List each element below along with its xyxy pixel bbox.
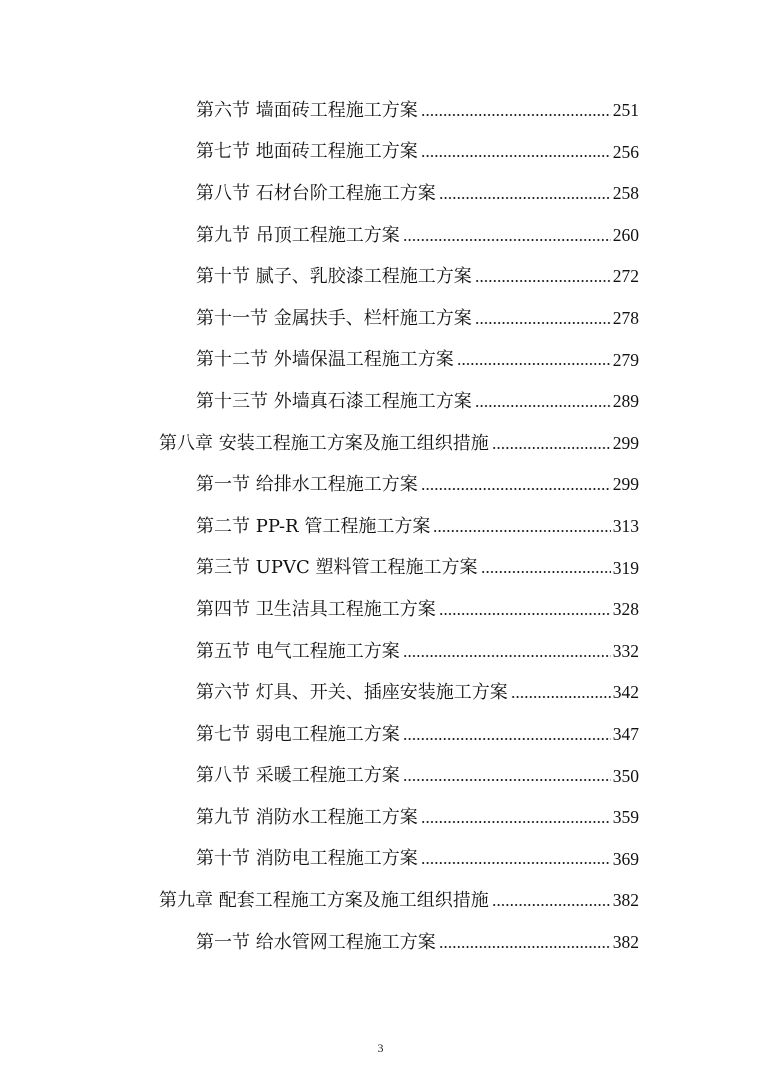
toc-entry[interactable] [0, 714, 761, 756]
toc-entry-label: 第七节 弱电工程施工方案 [196, 726, 403, 744]
toc-entry-label: 第六节 灯具、开关、插座安装施工方案 [196, 684, 511, 702]
toc-entry[interactable] [0, 797, 761, 839]
dot-leader [492, 896, 611, 914]
toc-entry[interactable] [0, 215, 761, 257]
dot-leader [403, 730, 611, 748]
dot-leader [439, 938, 611, 956]
toc-entry-page: 328 [612, 599, 639, 620]
dot-leader [439, 189, 611, 207]
toc-entry-page: 251 [612, 100, 639, 121]
toc-entry-label: 第十节 腻子、乳胶漆工程施工方案 [196, 268, 475, 286]
toc-entry-page: 299 [612, 432, 639, 453]
dot-leader [475, 314, 611, 332]
dot-leader [481, 563, 611, 581]
toc-entry-page: 289 [612, 391, 639, 412]
toc-entry-page: 342 [612, 682, 639, 703]
dot-leader [475, 397, 611, 415]
toc-entry-label: 第一节 给水管网工程施工方案 [196, 934, 439, 952]
toc-entry-label: 第十三节 外墙真石漆工程施工方案 [196, 393, 475, 411]
toc-entry-page: 313 [612, 515, 639, 536]
toc-entry-page: 256 [612, 141, 639, 162]
dot-leader [403, 771, 611, 789]
toc-entry-label: 第三节 UPVC 塑料管工程施工方案 [196, 559, 481, 577]
dot-leader [511, 688, 611, 706]
toc-entry[interactable] [0, 298, 761, 340]
toc-entry-page: 332 [612, 640, 639, 661]
toc-chapter-entry[interactable] [0, 423, 761, 465]
dot-leader [421, 813, 611, 831]
toc-entry-label: 第十节 消防电工程施工方案 [196, 850, 421, 868]
toc-entry-label: 第十一节 金属扶手、栏杆施工方案 [196, 310, 475, 328]
dot-leader [457, 355, 611, 373]
dot-leader [421, 480, 611, 498]
toc-entry[interactable] [0, 256, 761, 298]
toc-entry-label: 第九章 配套工程施工方案及施工组织措施 [159, 892, 492, 910]
toc-entry-label: 第四节 卫生洁具工程施工方案 [196, 601, 439, 619]
toc-entry-label: 第八节 采暖工程施工方案 [196, 767, 403, 785]
toc-entry-page: 382 [612, 890, 639, 911]
toc-entry-label: 第六节 墙面砖工程施工方案 [196, 102, 421, 120]
toc-entry[interactable] [0, 132, 761, 174]
toc-entry-page: 278 [612, 308, 639, 329]
toc-entry[interactable] [0, 922, 761, 964]
toc-entry-label: 第九节 消防水工程施工方案 [196, 809, 421, 827]
dot-leader [492, 439, 611, 457]
toc-entry[interactable] [0, 631, 761, 673]
dot-leader [403, 231, 611, 249]
toc-entry-page: 299 [612, 474, 639, 495]
dot-leader [433, 522, 610, 540]
toc-entry-page: 260 [612, 224, 639, 245]
toc-entry-page: 258 [612, 183, 639, 204]
dot-leader [421, 854, 611, 872]
toc-entry[interactable] [0, 839, 761, 881]
toc-entry-label: 第二节 PP-R 管工程施工方案 [196, 518, 433, 536]
page-number: 3 [377, 1041, 384, 1055]
toc-entry[interactable] [0, 548, 761, 590]
dot-leader [475, 272, 611, 290]
toc-entry[interactable] [0, 506, 761, 548]
toc-entry[interactable] [0, 672, 761, 714]
toc-entry[interactable] [0, 756, 761, 798]
toc-entry-page: 350 [612, 765, 639, 786]
toc-entry[interactable] [0, 173, 761, 215]
toc-entry-label: 第七节 地面砖工程施工方案 [196, 143, 421, 161]
toc-entry-page: 319 [612, 557, 639, 578]
toc-entry-page: 279 [612, 349, 639, 370]
toc-entry[interactable] [0, 90, 761, 132]
dot-leader [403, 647, 611, 665]
toc-entry-label: 第一节 给排水工程施工方案 [196, 476, 421, 494]
toc-chapter-entry[interactable] [0, 880, 761, 922]
toc-entry-label: 第八节 石材台阶工程施工方案 [196, 185, 439, 203]
table-of-contents [0, 90, 761, 963]
dot-leader [439, 605, 611, 623]
toc-entry-page: 272 [612, 266, 639, 287]
dot-leader [421, 147, 611, 165]
toc-entry[interactable] [0, 589, 761, 631]
toc-entry-label: 第十二节 外墙保温工程施工方案 [196, 351, 457, 369]
toc-entry[interactable] [0, 381, 761, 423]
toc-entry-page: 347 [612, 723, 639, 744]
toc-entry[interactable] [0, 464, 761, 506]
toc-entry-label: 第五节 电气工程施工方案 [196, 643, 403, 661]
toc-entry-label: 第九节 吊顶工程施工方案 [196, 227, 403, 245]
toc-entry-page: 382 [612, 931, 639, 952]
toc-entry-page: 369 [612, 848, 639, 869]
toc-entry-label: 第八章 安装工程施工方案及施工组织措施 [159, 435, 492, 453]
toc-entry[interactable] [0, 340, 761, 382]
toc-entry-page: 359 [612, 807, 639, 828]
dot-leader [421, 106, 611, 124]
